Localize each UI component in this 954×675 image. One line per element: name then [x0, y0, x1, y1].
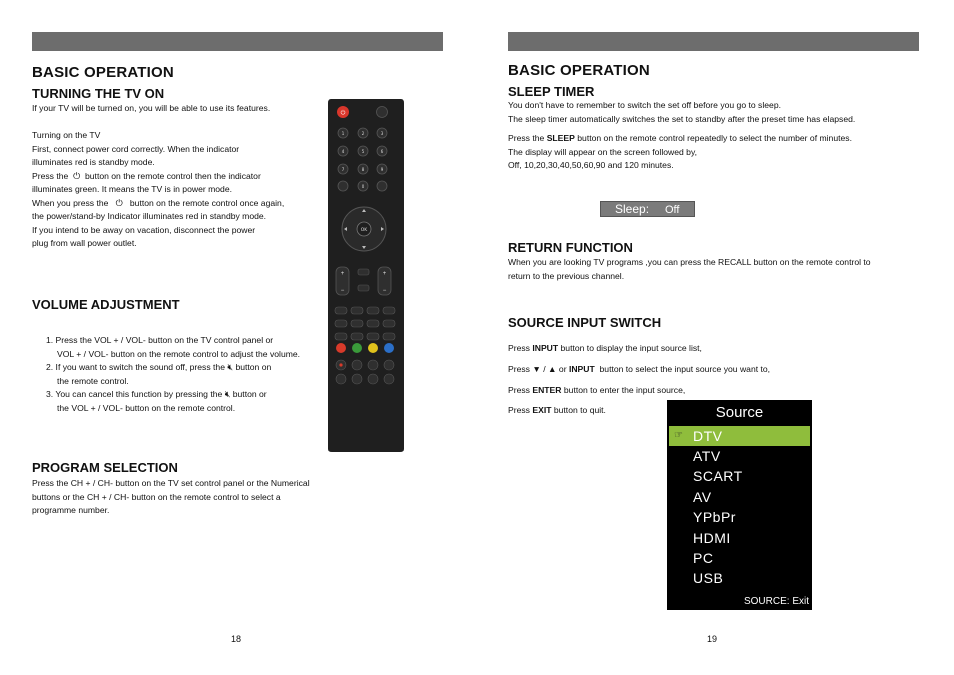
- remote-control-image: [327, 97, 405, 453]
- turning-on-line: the power/stand-by Indicator illuminates red in standby mode.: [32, 211, 267, 221]
- return-title: RETURN FUNCTION: [508, 240, 633, 255]
- svg-text:7: 7: [341, 167, 345, 172]
- volume-title: VOLUME ADJUSTMENT: [32, 297, 180, 312]
- return-line: When you are looking TV programs ,you can press the RECALL button on the remote control to: [508, 257, 871, 267]
- program-line: Press the CH + / CH- button on the TV set control panel or the Numerical: [32, 478, 310, 488]
- power-icon: ⏻: [115, 197, 123, 208]
- mute-icon: 🔇︎: [227, 362, 234, 372]
- source-item-usb[interactable]: USB: [693, 570, 724, 586]
- svg-text:6: 6: [380, 149, 384, 154]
- program-line: buttons or the CH + / CH- button on the remote control to select a: [32, 491, 281, 502]
- volume-line: 3. You can cancel this function by pressing the 🔇︎ button or: [46, 389, 267, 399]
- source-menu-footer: SOURCE: Exit: [743, 596, 809, 607]
- right-header-bar: [508, 32, 919, 51]
- program-title: PROGRAM SELECTION: [32, 460, 178, 475]
- source-item-atv[interactable]: ATV: [693, 448, 721, 464]
- svg-text:1: 1: [341, 131, 345, 136]
- remote-body-icon: [327, 97, 405, 453]
- svg-text:5: 5: [361, 149, 365, 154]
- turning-on-body: [32, 129, 284, 251]
- source-menu-title: Source: [715, 404, 764, 421]
- volume-body: [46, 334, 300, 415]
- right-page-number: 19: [707, 634, 718, 644]
- volume-line: the VOL + / VOL- button on the remote control.: [57, 402, 236, 413]
- left-page-number: 18: [231, 634, 242, 644]
- volume-line: 1. Press the VOL + / VOL- button on the TV control panel or: [46, 335, 274, 345]
- source-item-pc[interactable]: PC: [693, 550, 714, 566]
- program-line: programme number.: [32, 505, 110, 515]
- program-body: [32, 477, 310, 518]
- svg-text:3: 3: [380, 131, 384, 136]
- sleep-title: SLEEP TIMER: [508, 84, 595, 99]
- source-item-av[interactable]: AV: [693, 489, 712, 505]
- source-line: Press ENTER button to enter the input source,: [508, 384, 686, 395]
- mute-icon: 🔇︎: [224, 389, 231, 399]
- source-line: Press INPUT button to display the input source list,: [508, 343, 702, 353]
- svg-text:9: 9: [380, 167, 384, 172]
- source-item-scart[interactable]: SCART: [693, 468, 743, 484]
- svg-text:+: +: [382, 271, 387, 277]
- turning-on-sub: Turning on the TV: [32, 130, 101, 140]
- turning-on-intro: If your TV will be turned on, you will be able to use its features.: [32, 103, 271, 113]
- source-line: Press EXIT button to quit.: [508, 405, 606, 416]
- turning-on-line: plug from wall power outlet.: [32, 238, 137, 248]
- source-item-dtv[interactable]: ☞ DTV: [669, 426, 810, 446]
- sleep-line: The sleep timer automatically switches the set to standby after the preset time has elapsed.: [508, 113, 856, 124]
- return-line: return to the previous channel.: [508, 270, 625, 281]
- turning-on-line: illuminates green. It means the TV is in power mode.: [32, 184, 232, 194]
- sleep-line: Press the SLEEP button on the remote control repeatedly to select the number of minutes.: [508, 133, 852, 143]
- svg-text:⏻: ⏻: [340, 109, 346, 117]
- turning-on-line: When you press the ⏻ button on the remote control once again,: [32, 197, 285, 208]
- source-switch-title: SOURCE INPUT SWITCH: [508, 315, 662, 330]
- sleep-osd: [600, 201, 695, 217]
- svg-text:OK: OK: [360, 228, 368, 233]
- return-body: [508, 256, 871, 283]
- volume-line: VOL + / VOL- button on the remote control to adjust the volume.: [57, 348, 301, 359]
- svg-text:0: 0: [361, 184, 365, 189]
- sleep-line: Off, 10,20,30,40,50,60,90 and 120 minutes.: [508, 160, 674, 170]
- svg-text:8: 8: [361, 167, 365, 172]
- source-line: Press ▼ / ▲ or INPUT button to select the input source you want to,: [508, 363, 771, 374]
- source-item-ypbpr[interactable]: YPbPr: [693, 509, 736, 525]
- left-header-bar: [32, 32, 443, 51]
- turning-on-line: illuminates red is standby mode.: [32, 157, 155, 167]
- volume-line: the remote control.: [57, 375, 129, 386]
- svg-text:−: −: [340, 288, 345, 294]
- right-main-title: BASIC OPERATION: [508, 62, 650, 79]
- sleep-line: The display will appear on the screen followed by,: [508, 146, 698, 157]
- svg-text:−: −: [382, 288, 387, 294]
- turning-on-title: TURNING THE TV ON: [32, 86, 165, 101]
- power-icon: ⏻: [73, 170, 81, 181]
- turning-on-line: Press the ⏻ button on the remote control then the indicator: [32, 170, 261, 181]
- pointer-icon: ☞: [674, 430, 684, 441]
- turning-on-line: If you intend to be away on vacation, disconnect the power: [32, 224, 256, 235]
- sleep-line: You don't have to remember to switch the set off before you go to sleep.: [508, 100, 781, 110]
- source-menu: [667, 400, 812, 610]
- turning-on-line: First, connect power cord correctly. When the indicator: [32, 143, 240, 154]
- svg-text:+: +: [340, 271, 345, 277]
- svg-text:2: 2: [361, 131, 365, 136]
- sleep-osd-value: Off: [665, 204, 680, 216]
- sleep-body: [508, 99, 855, 173]
- volume-line: 2. If you want to switch the sound off, press the 🔇︎ button on: [46, 362, 272, 372]
- svg-text:4: 4: [341, 149, 345, 154]
- sleep-osd-label: Sleep:: [615, 202, 650, 216]
- left-main-title: BASIC OPERATION: [32, 64, 174, 81]
- source-item-hdmi[interactable]: HDMI: [693, 530, 731, 546]
